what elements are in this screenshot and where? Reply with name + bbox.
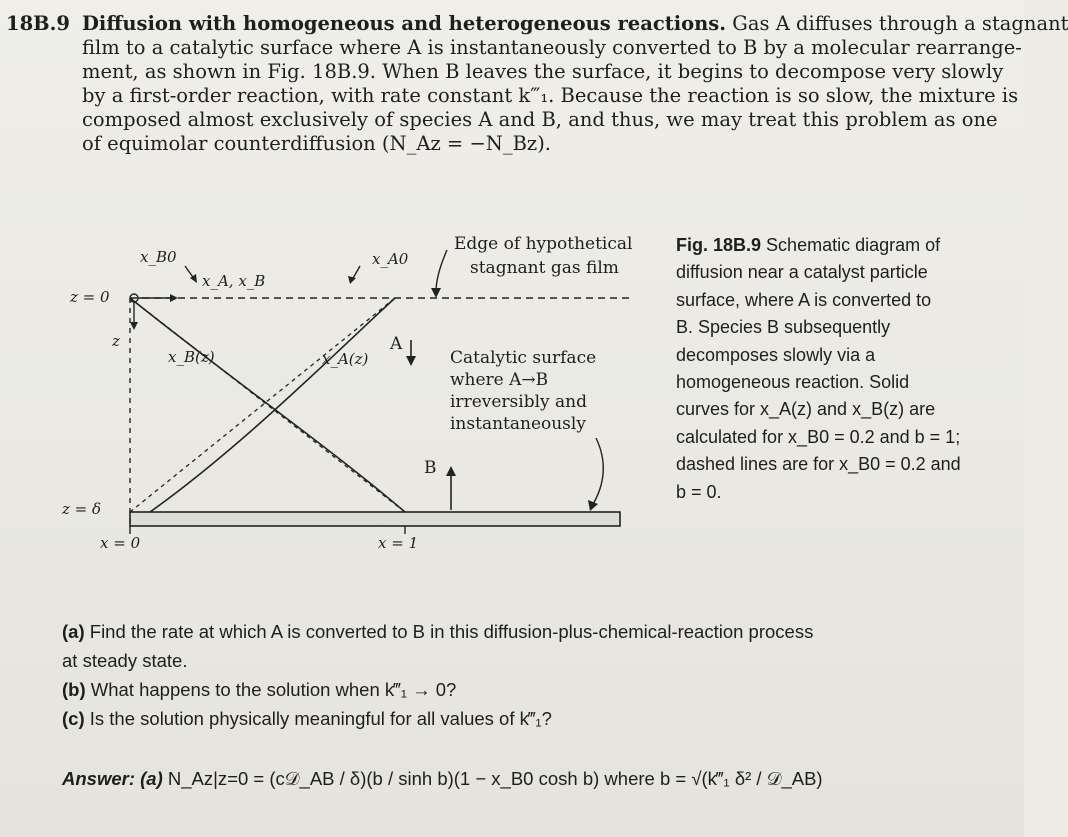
label-xA-xB: x_A, x_B xyxy=(202,272,266,290)
label-z: z xyxy=(112,332,120,350)
caption-line: b = 0. xyxy=(676,481,722,502)
caption-line: decomposes slowly via a xyxy=(676,344,876,365)
xB-dashed-line xyxy=(130,298,405,512)
label-catalytic-3: irreversibly and xyxy=(450,392,587,412)
caption-line: Schematic diagram of xyxy=(766,235,941,255)
label-x0: x = 0 xyxy=(100,534,141,552)
question-key: (b) xyxy=(62,679,86,700)
problem-line-2: film to a catalytic surface where A is instantaneously converted to B by a molecular rearrange- xyxy=(82,36,1022,59)
problem-line-4: by a first-order reaction, with rate constant k‴₁. Because the reaction is so slow, the mixture is xyxy=(82,84,1019,107)
caption-line: homogeneous reaction. Solid xyxy=(676,372,910,393)
caption-line: calculated for x_B0 = 0.2 and b = 1; xyxy=(676,426,961,447)
figure-caption xyxy=(676,232,996,506)
label-xB0: x_B0 xyxy=(140,248,177,266)
B-arrowhead xyxy=(446,466,456,476)
question-text: Is the solution physically meaningful for all values of k‴₁? xyxy=(89,708,552,729)
edge-arrowhead xyxy=(431,288,441,298)
label-xB-of-z: x_B(z) xyxy=(168,348,215,366)
answer-line xyxy=(62,768,1002,790)
caption-line: surface, where A is converted to xyxy=(676,289,932,310)
question-c xyxy=(62,704,992,733)
caption-title: Fig. 18B.9 xyxy=(676,235,762,255)
xA-solid-curve xyxy=(150,298,395,512)
label-A: A xyxy=(390,334,403,354)
label-zdelta: z = δ xyxy=(62,500,102,518)
problem-line-3: ment, as shown in Fig. 18B.9. When B leaves the surface, it begins to decompose very slowly xyxy=(82,60,1004,83)
caption-line: dashed lines are for x_B0 = 0.2 and xyxy=(676,454,961,475)
surface-pointer xyxy=(592,438,603,506)
caption-line: curves for x_A(z) and x_B(z) are xyxy=(676,399,936,420)
question-key: (c) xyxy=(62,708,85,729)
problem-text: Gas A diffuses through a stagnant xyxy=(732,12,1068,35)
label-B: B xyxy=(424,458,437,478)
x-arrowhead xyxy=(170,294,178,302)
problem-number: 18B.9 xyxy=(6,12,70,35)
problem-line-1 xyxy=(6,12,1068,36)
caption-line: B. Species B subsequently xyxy=(676,317,891,338)
label-edge-line1: Edge of hypothetical xyxy=(454,234,633,254)
label-z0: z = 0 xyxy=(70,288,110,306)
xA0-arrowhead xyxy=(348,276,356,284)
z-arrowhead xyxy=(130,322,138,330)
answer-formula: N_Az|z=0 = (c𝒟_AB / δ)(b / sinh b)(1 − x_B0 cosh b) where b = √(k‴₁ δ² / 𝒟_AB) xyxy=(167,768,823,789)
label-catalytic-2: where A→B xyxy=(450,370,549,390)
label-x1: x = 1 xyxy=(378,534,419,552)
question-a-cont xyxy=(62,646,992,675)
label-xA0: x_A0 xyxy=(372,250,409,268)
problem-title: Diffusion with homogeneous and heterogeneous reactions. xyxy=(82,12,727,35)
caption-line: diffusion near a catalyst particle xyxy=(676,262,928,283)
A-arrowhead xyxy=(406,356,416,366)
label-xA-of-z: x_A(z) xyxy=(322,350,369,368)
question-b xyxy=(62,675,992,704)
label-catalytic-1: Catalytic surface xyxy=(450,348,597,368)
answer-label: Answer: (a) xyxy=(62,768,163,789)
question-list xyxy=(62,617,992,733)
surface-arrowhead xyxy=(588,500,598,511)
label-edge-line2: stagnant gas film xyxy=(470,258,619,278)
figure-18b9 xyxy=(0,228,660,568)
catalytic-surface xyxy=(130,512,620,526)
question-a xyxy=(62,617,992,646)
question-text: at steady state. xyxy=(62,650,188,671)
problem-line-5: composed almost exclusively of species A and B, and thus, we may treat this problem as one xyxy=(82,108,998,131)
edge-pointer xyxy=(436,250,447,292)
problem-statement xyxy=(6,12,1068,156)
label-catalytic-4: instantaneously xyxy=(450,414,586,434)
problem-line-6: of equimolar counterdiffusion (N_Az = −N_Bz). xyxy=(82,132,552,155)
question-text: What happens to the solution when k‴₁ → 0? xyxy=(90,679,457,700)
question-text: Find the rate at which A is converted to B in this diffusion-plus-chemical-reaction process xyxy=(89,621,814,642)
question-key: (a) xyxy=(62,621,85,642)
